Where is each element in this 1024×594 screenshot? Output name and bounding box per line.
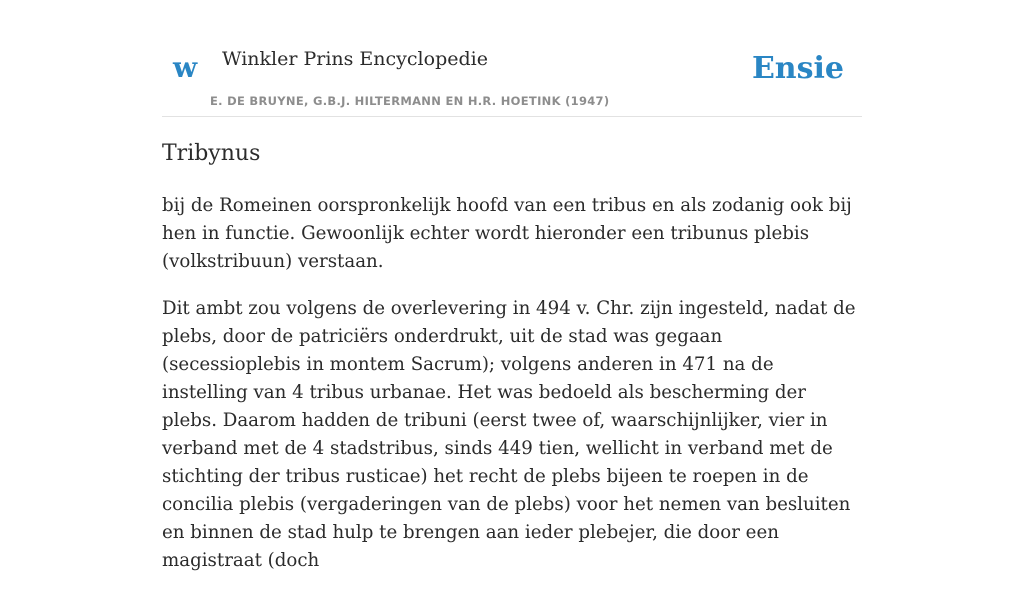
article-paragraph: bij de Romeinen oorspronkelijk hoofd van een tribus en als zodanig ook bij hen in functie. Gewoonlijk echter wordt hieronder een tribunus plebis (volkstribuun) verstaan. <box>162 195 852 272</box>
ensie-logo-link[interactable]: Ensie <box>751 51 844 86</box>
article-body <box>162 192 862 575</box>
site-title[interactable]: Winkler Prins Encyclopedie <box>222 48 488 70</box>
winkler-prins-logo-icon[interactable]: w <box>173 51 198 84</box>
article <box>162 136 862 594</box>
site-header <box>162 0 862 117</box>
page-title: Tribynus <box>162 141 261 166</box>
site-subtitle: E. DE BRUYNE, G.B.J. HILTERMANN EN H.R. HOETINK (1947) <box>210 94 610 108</box>
article-paragraph: Dit ambt zou volgens de overlevering in 494 v. Chr. zijn ingesteld, nadat de plebs, door de patriciërs onderdrukt, uit de stad was gegaan (secessioplebis in montem Sacrum); volgens anderen in 471 na de instelling van 4 tribus urbanae. Het was bedoeld als bescherming der plebs. Daarom hadden de tribuni (eerst twee of, waarschijnlijker, vier in verband met de 4 stadstribus, sinds 449 tien, wellicht in verband met de stichting der tribus rusticae) het recht de plebs bijeen te roepen in de concilia plebis (vergaderingen van de plebs) voor het nemen van besluiten en binnen de stad hulp te brengen aan ieder plebejer, die door een magistraat (doch <box>162 298 856 571</box>
